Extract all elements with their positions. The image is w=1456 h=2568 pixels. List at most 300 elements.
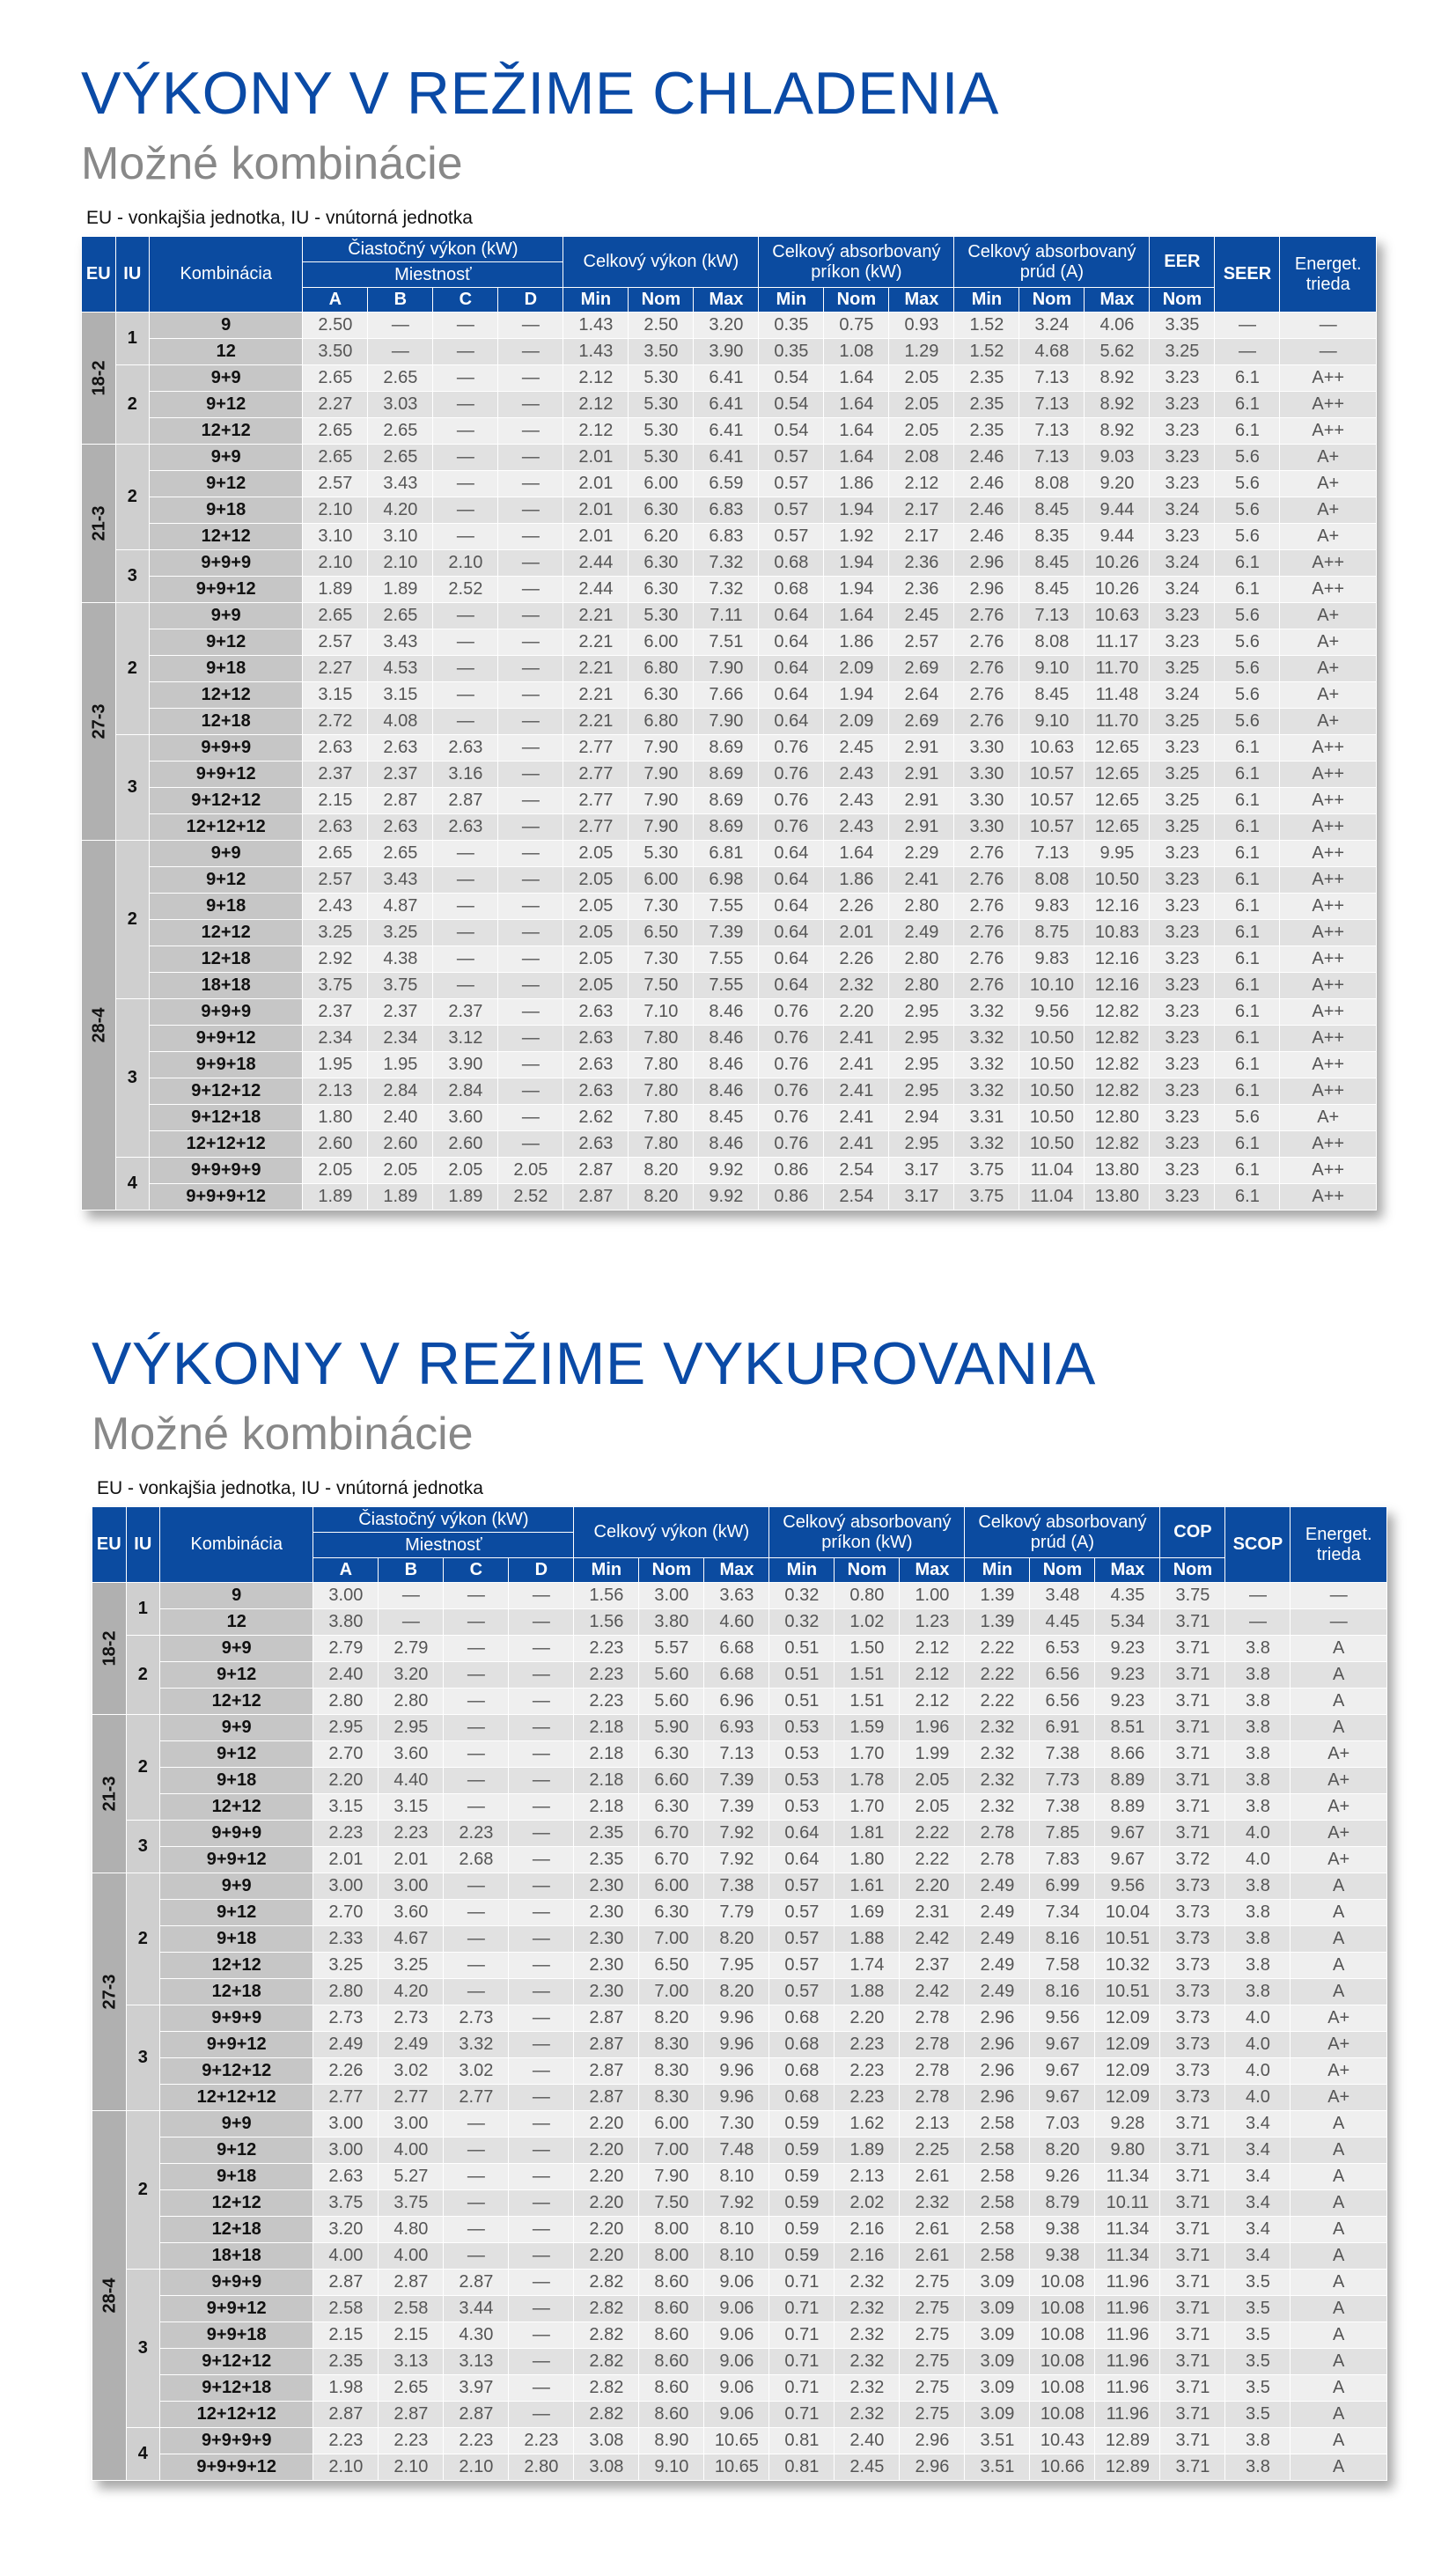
value-cell: 2.05 — [563, 973, 629, 999]
value-cell: 8.46 — [694, 1026, 759, 1052]
value-cell: 3.25 — [313, 1953, 379, 1979]
value-cell: 2.30 — [574, 1926, 639, 1953]
value-cell: 7.92 — [704, 2190, 769, 2217]
value-cell: 12.65 — [1085, 735, 1150, 762]
value-cell: 6.1 — [1215, 577, 1280, 603]
value-cell: 6.1 — [1215, 973, 1280, 999]
value-cell: 6.30 — [629, 682, 694, 709]
value-cell: 3.23 — [1150, 999, 1215, 1026]
value-cell: 2.23 — [574, 1662, 639, 1689]
value-cell: — — [498, 973, 563, 999]
value-cell: 2.45 — [835, 2454, 900, 2481]
value-cell: 11.96 — [1095, 2375, 1160, 2402]
value-cell: 2.12 — [563, 365, 629, 392]
value-cell: 8.51 — [1095, 1715, 1160, 1741]
value-cell: 10.08 — [1030, 2402, 1095, 2428]
value-cell: 2.22 — [965, 1689, 1030, 1715]
value-cell: A++ — [1280, 735, 1377, 762]
value-cell: 2.10 — [303, 550, 368, 577]
value-cell: A+ — [1291, 1741, 1387, 1768]
value-cell: 5.30 — [629, 365, 694, 392]
cooling-title: VÝKONY V REŽIME CHLADENIA — [81, 60, 999, 127]
value-cell: 0.57 — [769, 1900, 835, 1926]
value-cell: 2.73 — [444, 2005, 509, 2032]
value-cell: 3.8 — [1225, 1741, 1291, 1768]
value-cell: — — [1225, 1583, 1291, 1609]
value-cell: A — [1291, 1873, 1387, 1900]
value-cell: 12.09 — [1095, 2085, 1160, 2111]
value-cell: 7.30 — [629, 894, 694, 920]
value-cell: A+ — [1280, 629, 1377, 656]
value-cell: 3.02 — [379, 2058, 444, 2085]
value-cell: 2.73 — [313, 2005, 379, 2032]
value-cell: 3.71 — [1160, 1636, 1225, 1662]
value-cell: A++ — [1280, 1131, 1377, 1158]
value-cell: 2.23 — [444, 2428, 509, 2454]
combination-cell: 9+9 — [160, 1873, 313, 1900]
cop-header: COP — [1160, 1507, 1225, 1558]
value-cell: 7.55 — [694, 946, 759, 973]
value-cell: — — [433, 603, 498, 629]
value-cell: 6.00 — [629, 867, 694, 894]
value-cell: A++ — [1280, 788, 1377, 814]
value-cell: 8.45 — [1019, 682, 1085, 709]
value-cell: 3.20 — [379, 1662, 444, 1689]
table-row — [92, 1873, 1387, 1900]
value-cell: — — [498, 1078, 563, 1105]
value-cell: 3.09 — [965, 2296, 1030, 2322]
value-cell: 0.76 — [759, 1026, 824, 1052]
value-cell: 8.08 — [1019, 629, 1085, 656]
value-cell: 3.24 — [1150, 577, 1215, 603]
value-cell: 2.26 — [313, 2058, 379, 2085]
value-cell: 6.53 — [1030, 1636, 1095, 1662]
value-cell: 1.50 — [835, 1636, 900, 1662]
total-capacity-header: Celkový výkon (kW) — [563, 237, 759, 288]
value-cell: 5.6 — [1215, 629, 1280, 656]
energy-class-header: Energet. trieda — [1280, 237, 1377, 313]
value-cell: 2.78 — [900, 2032, 965, 2058]
value-cell: 8.45 — [694, 1105, 759, 1131]
value-cell: A+ — [1280, 445, 1377, 471]
power-nom-header: Nom — [835, 1558, 900, 1583]
value-cell: 3.4 — [1225, 2111, 1291, 2138]
value-cell: 0.76 — [759, 1131, 824, 1158]
value-cell: — — [433, 841, 498, 867]
combination-cell: 9+12 — [150, 392, 303, 418]
value-cell: — — [509, 1715, 574, 1741]
value-cell: 6.1 — [1215, 550, 1280, 577]
value-cell: 0.53 — [769, 1741, 835, 1768]
value-cell: 7.00 — [639, 1926, 704, 1953]
value-cell: 2.20 — [313, 1768, 379, 1794]
value-cell: 2.21 — [563, 656, 629, 682]
table-row — [82, 709, 1377, 735]
value-cell: A — [1291, 2190, 1387, 2217]
value-cell: 3.80 — [313, 1609, 379, 1636]
value-cell: 0.68 — [769, 2058, 835, 2085]
current-min-header: Min — [965, 1558, 1030, 1583]
value-cell: 3.71 — [1160, 1821, 1225, 1847]
value-cell: 2.01 — [563, 524, 629, 550]
value-cell: 8.08 — [1019, 471, 1085, 497]
value-cell: 2.75 — [900, 2322, 965, 2349]
value-cell: 3.23 — [1150, 1158, 1215, 1184]
value-cell: 6.1 — [1215, 788, 1280, 814]
value-cell: 2.17 — [889, 524, 954, 550]
value-cell: 2.10 — [368, 550, 433, 577]
value-cell: 2.41 — [889, 867, 954, 894]
value-cell: 1.61 — [835, 1873, 900, 1900]
value-cell: 9.10 — [1019, 656, 1085, 682]
value-cell: 2.95 — [889, 999, 954, 1026]
value-cell: 3.30 — [954, 735, 1019, 762]
value-cell: A++ — [1280, 550, 1377, 577]
value-cell: 3.32 — [444, 2032, 509, 2058]
iu-count-cell: 2 — [126, 2111, 160, 2270]
eu-group-cell — [82, 313, 116, 445]
value-cell: 9.06 — [704, 2322, 769, 2349]
value-cell: A — [1291, 2111, 1387, 2138]
value-cell: 2.76 — [954, 709, 1019, 735]
value-cell: A+ — [1291, 2058, 1387, 2085]
value-cell: 1.94 — [824, 550, 889, 577]
cooling-section — [81, 60, 1377, 1210]
value-cell: 2.32 — [835, 2322, 900, 2349]
table-row — [92, 2085, 1387, 2111]
value-cell: 0.68 — [759, 577, 824, 603]
value-cell: 3.08 — [574, 2454, 639, 2481]
value-cell: 2.05 — [303, 1158, 368, 1184]
value-cell: A+ — [1280, 656, 1377, 682]
value-cell: 2.63 — [563, 1026, 629, 1052]
value-cell: 0.71 — [769, 2402, 835, 2428]
value-cell: 3.71 — [1160, 1689, 1225, 1715]
value-cell: 2.35 — [574, 1847, 639, 1873]
value-cell: 3.71 — [1160, 2190, 1225, 2217]
combination-cell: 9+9+9 — [160, 2005, 313, 2032]
value-cell: 2.30 — [574, 1979, 639, 2005]
value-cell: 2.84 — [368, 1078, 433, 1105]
value-cell: 2.65 — [379, 2375, 444, 2402]
value-cell: 0.75 — [824, 313, 889, 339]
value-cell: 4.0 — [1225, 2085, 1291, 2111]
value-cell: 0.71 — [769, 2296, 835, 2322]
value-cell: 2.23 — [509, 2428, 574, 2454]
value-cell: 2.63 — [303, 735, 368, 762]
value-cell: 2.37 — [368, 762, 433, 788]
table-row — [92, 1768, 1387, 1794]
value-cell: A++ — [1280, 841, 1377, 867]
value-cell: 2.58 — [379, 2296, 444, 2322]
value-cell: 2.52 — [433, 577, 498, 603]
iu-count-cell: 2 — [115, 603, 150, 735]
value-cell: 0.64 — [759, 920, 824, 946]
value-cell: 6.41 — [694, 445, 759, 471]
combination-cell: 9+9 — [160, 1715, 313, 1741]
value-cell: — — [444, 2217, 509, 2243]
value-cell: 0.64 — [759, 629, 824, 656]
value-cell: A++ — [1280, 867, 1377, 894]
value-cell: 0.59 — [769, 2243, 835, 2270]
value-cell: 9.23 — [1095, 1636, 1160, 1662]
value-cell: 0.53 — [769, 1768, 835, 1794]
value-cell: 2.13 — [900, 2111, 965, 2138]
value-cell: 2.49 — [965, 1953, 1030, 1979]
value-cell: 0.71 — [769, 2349, 835, 2375]
value-cell: 2.87 — [563, 1158, 629, 1184]
value-cell: — — [498, 920, 563, 946]
value-cell: 7.13 — [1019, 445, 1085, 471]
value-cell: 1.92 — [824, 524, 889, 550]
value-cell: — — [498, 867, 563, 894]
room-b-header: B — [379, 1558, 444, 1583]
value-cell: 4.60 — [704, 1609, 769, 1636]
room-header: Miestnosť — [313, 1533, 574, 1558]
value-cell: 3.73 — [1160, 2085, 1225, 2111]
value-cell: 3.80 — [639, 1609, 704, 1636]
value-cell: 0.64 — [759, 973, 824, 999]
value-cell: — — [498, 709, 563, 735]
value-cell: 2.43 — [824, 814, 889, 841]
value-cell: 6.1 — [1215, 1158, 1280, 1184]
value-cell: 7.13 — [1019, 603, 1085, 629]
value-cell: 2.21 — [563, 629, 629, 656]
value-cell: 3.73 — [1160, 1900, 1225, 1926]
value-cell: 0.86 — [759, 1158, 824, 1184]
power-input-header: Celkový absorbovaný príkon (kW) — [759, 237, 954, 288]
value-cell: — — [1291, 1583, 1387, 1609]
value-cell: — — [509, 1662, 574, 1689]
value-cell: 2.63 — [563, 1131, 629, 1158]
value-cell: — — [509, 2164, 574, 2190]
value-cell: 2.20 — [574, 2217, 639, 2243]
value-cell: 0.76 — [759, 735, 824, 762]
value-cell: 6.1 — [1215, 946, 1280, 973]
value-cell: 9.06 — [704, 2402, 769, 2428]
value-cell: — — [509, 2005, 574, 2032]
value-cell: 0.32 — [769, 1583, 835, 1609]
value-cell: 7.79 — [704, 1900, 769, 1926]
eer-nom-header: Nom — [1150, 288, 1215, 313]
value-cell: 10.50 — [1019, 1078, 1085, 1105]
value-cell: A — [1291, 2428, 1387, 2454]
value-cell: 2.32 — [835, 2349, 900, 2375]
combination-cell: 9+12 — [160, 1900, 313, 1926]
value-cell: 12.09 — [1095, 2032, 1160, 2058]
value-cell: 3.5 — [1225, 2296, 1291, 2322]
eu-header: EU — [92, 1507, 127, 1583]
table-row — [92, 2005, 1387, 2032]
value-cell: A — [1291, 2270, 1387, 2296]
value-cell: 1.81 — [835, 1821, 900, 1847]
combination-cell: 9+12+12 — [150, 1078, 303, 1105]
table-row — [82, 814, 1377, 841]
combination-cell: 9+12 — [160, 1662, 313, 1689]
value-cell: 4.00 — [379, 2243, 444, 2270]
table-row — [82, 788, 1377, 814]
table-row — [92, 2402, 1387, 2428]
current-max-header: Max — [1095, 1558, 1160, 1583]
value-cell: — — [433, 709, 498, 735]
value-cell: 2.92 — [303, 946, 368, 973]
value-cell: 6.1 — [1215, 1131, 1280, 1158]
value-cell: 2.20 — [574, 2111, 639, 2138]
value-cell: 7.03 — [1030, 2111, 1095, 2138]
value-cell: 2.95 — [379, 1715, 444, 1741]
value-cell: 6.00 — [629, 629, 694, 656]
value-cell: A+ — [1280, 471, 1377, 497]
value-cell: 2.45 — [824, 735, 889, 762]
value-cell: 1.43 — [563, 313, 629, 339]
value-cell: 8.35 — [1019, 524, 1085, 550]
value-cell: 3.97 — [444, 2375, 509, 2402]
value-cell: 3.25 — [1150, 762, 1215, 788]
value-cell: 10.50 — [1019, 1052, 1085, 1078]
heating-performance-table — [92, 1506, 1387, 2481]
value-cell: 2.75 — [900, 2375, 965, 2402]
value-cell: 2.49 — [965, 1926, 1030, 1953]
value-cell: 5.6 — [1215, 682, 1280, 709]
total-capacity-header: Celkový výkon (kW) — [574, 1507, 769, 1558]
value-cell: — — [509, 2375, 574, 2402]
value-cell: 7.34 — [1030, 1900, 1095, 1926]
value-cell: — — [444, 1979, 509, 2005]
value-cell: 12.82 — [1085, 1131, 1150, 1158]
value-cell: 2.96 — [954, 550, 1019, 577]
value-cell: 5.6 — [1215, 603, 1280, 629]
value-cell: 2.76 — [954, 629, 1019, 656]
value-cell: 2.76 — [954, 867, 1019, 894]
value-cell: 2.65 — [303, 365, 368, 392]
value-cell: 2.91 — [889, 788, 954, 814]
value-cell: A++ — [1280, 418, 1377, 445]
value-cell: 3.71 — [1160, 1715, 1225, 1741]
combination-cell: 12+12 — [160, 1689, 313, 1715]
value-cell: — — [509, 2111, 574, 2138]
value-cell: — — [498, 524, 563, 550]
value-cell: — — [509, 1794, 574, 1821]
value-cell: 3.23 — [1150, 1078, 1215, 1105]
value-cell: 2.22 — [900, 1847, 965, 1873]
value-cell: 3.23 — [1150, 735, 1215, 762]
value-cell: 8.69 — [694, 814, 759, 841]
value-cell: 2.32 — [835, 2270, 900, 2296]
table-row — [82, 577, 1377, 603]
value-cell: 2.23 — [379, 2428, 444, 2454]
eu-model-label: 27-3 — [89, 703, 109, 739]
value-cell: 5.62 — [1085, 339, 1150, 365]
value-cell: — — [509, 2402, 574, 2428]
value-cell: 7.92 — [704, 1821, 769, 1847]
value-cell: 6.1 — [1215, 1184, 1280, 1210]
value-cell: 1.94 — [824, 577, 889, 603]
value-cell: 0.71 — [769, 2375, 835, 2402]
value-cell: 2.57 — [303, 629, 368, 656]
value-cell: A+ — [1291, 1847, 1387, 1873]
room-b-header: B — [368, 288, 433, 313]
value-cell: 2.60 — [368, 1131, 433, 1158]
value-cell: 2.50 — [629, 313, 694, 339]
table-row — [92, 1636, 1387, 1662]
value-cell: 3.10 — [303, 524, 368, 550]
table-row — [92, 2296, 1387, 2322]
value-cell: 3.73 — [1160, 1926, 1225, 1953]
value-cell: 2.41 — [824, 1026, 889, 1052]
value-cell: — — [498, 762, 563, 788]
value-cell: — — [498, 1105, 563, 1131]
value-cell: 2.05 — [889, 365, 954, 392]
value-cell: 11.17 — [1085, 629, 1150, 656]
value-cell: 1.02 — [835, 1609, 900, 1636]
value-cell: 2.01 — [824, 920, 889, 946]
value-cell: — — [498, 471, 563, 497]
current-max-header: Max — [1085, 288, 1150, 313]
value-cell: A — [1291, 1636, 1387, 1662]
value-cell: 7.30 — [629, 946, 694, 973]
value-cell: 4.0 — [1225, 1821, 1291, 1847]
value-cell: 8.79 — [1030, 2190, 1095, 2217]
combination-cell: 9+9 — [150, 445, 303, 471]
value-cell: 2.23 — [313, 2428, 379, 2454]
value-cell: 2.05 — [900, 1768, 965, 1794]
value-cell: 8.75 — [1019, 920, 1085, 946]
value-cell: 6.41 — [694, 418, 759, 445]
value-cell: 0.64 — [769, 1847, 835, 1873]
combination-cell: 12+12+12 — [160, 2085, 313, 2111]
table-row — [82, 946, 1377, 973]
value-cell: 2.58 — [965, 2111, 1030, 2138]
value-cell: 2.73 — [379, 2005, 444, 2032]
eu-group-cell — [82, 445, 116, 603]
value-cell: 2.57 — [303, 471, 368, 497]
value-cell: 0.54 — [759, 392, 824, 418]
value-cell: 1.43 — [563, 339, 629, 365]
value-cell: 1.99 — [900, 1741, 965, 1768]
value-cell: 2.21 — [563, 603, 629, 629]
value-cell: 4.67 — [379, 1926, 444, 1953]
value-cell: 0.64 — [759, 656, 824, 682]
value-cell: 8.00 — [639, 2243, 704, 2270]
value-cell: — — [509, 1636, 574, 1662]
value-cell: 9.23 — [1095, 1689, 1160, 1715]
value-cell: 7.39 — [704, 1768, 769, 1794]
current-min-header: Min — [954, 288, 1019, 313]
value-cell: 2.46 — [954, 524, 1019, 550]
value-cell: 7.30 — [704, 2111, 769, 2138]
value-cell: — — [433, 339, 498, 365]
value-cell: — — [1215, 313, 1280, 339]
room-c-header: C — [444, 1558, 509, 1583]
value-cell: 9.06 — [704, 2296, 769, 2322]
table-row — [92, 1794, 1387, 1821]
value-cell: 2.32 — [835, 2375, 900, 2402]
value-cell: 6.91 — [1030, 1715, 1095, 1741]
value-cell: 2.16 — [835, 2243, 900, 2270]
value-cell: 3.24 — [1150, 550, 1215, 577]
table-row — [92, 1979, 1387, 2005]
value-cell: 3.60 — [379, 1741, 444, 1768]
value-cell: 2.82 — [574, 2296, 639, 2322]
value-cell: 0.86 — [759, 1184, 824, 1210]
value-cell: — — [509, 2349, 574, 2375]
value-cell: 2.58 — [965, 2164, 1030, 2190]
power-max-header: Max — [889, 288, 954, 313]
value-cell: 3.09 — [965, 2322, 1030, 2349]
value-cell: 1.64 — [824, 392, 889, 418]
value-cell: 3.71 — [1160, 2138, 1225, 2164]
value-cell: 4.30 — [444, 2322, 509, 2349]
